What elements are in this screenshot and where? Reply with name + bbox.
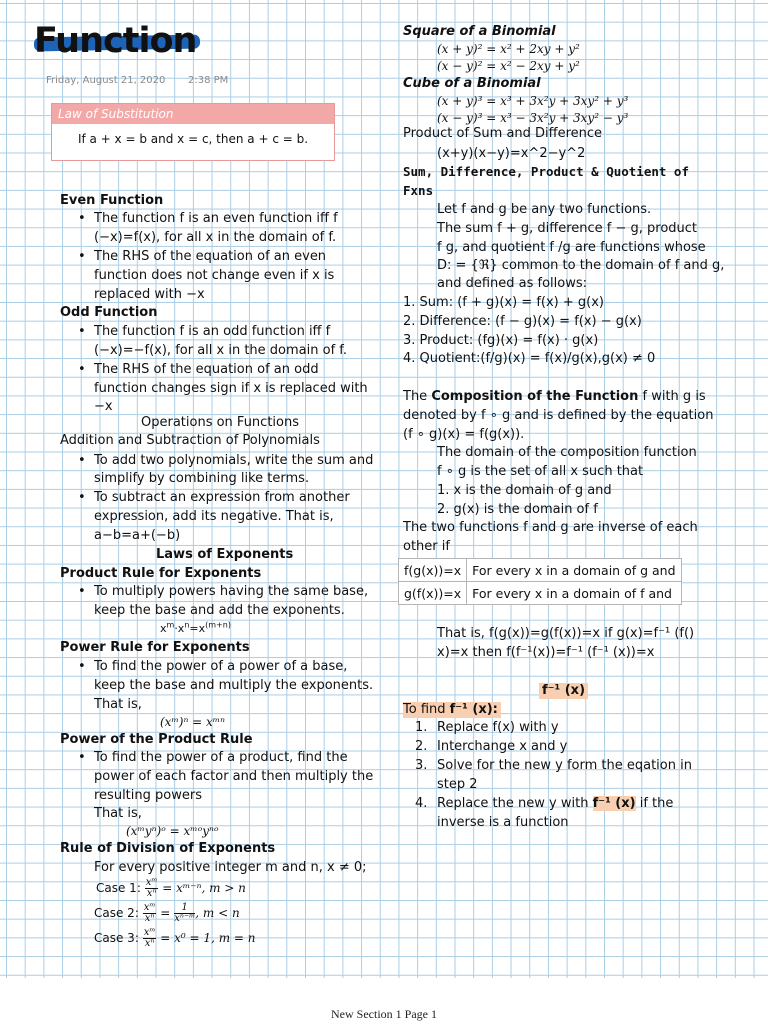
comp-l4: The domain of the composition function	[437, 445, 697, 460]
product-rule-title: Product Rule for Exponents	[60, 566, 262, 581]
op-sum: 1. Sum: (f + g)(x) = f(x) + g(x)	[403, 295, 604, 310]
psd-eq: (x+y)(x−y)=x^2−y^2	[437, 146, 586, 161]
bullet: •	[78, 249, 86, 264]
even-function-title: Even Function	[60, 193, 164, 208]
note-date: Friday, August 21, 2020	[46, 75, 166, 86]
laws-title: Laws of Exponents	[156, 547, 294, 562]
product-l1: To multiply powers having the same base,	[94, 584, 369, 599]
bullet: •	[78, 362, 86, 377]
case-2-label: Case 2:	[94, 906, 139, 920]
pop-l3: resulting powers	[94, 788, 202, 803]
pop-l4: That is,	[94, 806, 142, 821]
thatis-l1: That is, f(g(x))=g(f(x))=x if g(x)=f⁻¹ (f()	[437, 626, 695, 641]
comp-l3: (f ∘ g)(x) = f(g(x)).	[403, 427, 525, 442]
add-b2-l3: a−b=a+(−b)	[94, 528, 181, 543]
cube-eq-1: (x + y)³ = x³ + 3x²y + 3xy² + y³	[437, 94, 629, 108]
to-find-line: To find f⁻¹ (x):	[403, 702, 501, 718]
substitution-body: If a + x = b and x = c, then a + c = b.	[77, 132, 309, 146]
case-3: Case 3: $\frac{\text{xᵐ}}{\text{xⁿ}}$ = x⁰ = 1, m = n	[94, 927, 256, 949]
step-4-l1: Replace the new y with f⁻¹ (x) if the	[437, 796, 674, 811]
cube-binomial-title: Cube of a Binomial	[403, 76, 541, 91]
step-1: Replace f(x) with y	[437, 720, 559, 735]
even-b2-l1: The RHS of the equation of an even	[94, 249, 327, 264]
finv-heading: f⁻¹ (x)	[539, 683, 588, 699]
comp-l6: 1. x is the domain of g and	[437, 483, 612, 498]
substitution-box	[51, 103, 335, 161]
bullet: •	[78, 659, 86, 674]
note-time: 2:38 PM	[188, 75, 229, 86]
case-3-fraction: $\frac{\text{xᵐ}}{\text{xⁿ}}$	[143, 927, 156, 949]
comp-l7: 2. g(x) is the domain of f	[437, 502, 598, 517]
inverse-table	[398, 558, 682, 605]
step-3-number: 3.	[415, 758, 428, 773]
power-l3: That is,	[94, 697, 142, 712]
step-2-number: 2.	[415, 739, 428, 754]
bullet: •	[78, 490, 86, 505]
div-l1: For every positive integer m and n, x ≠ 0;	[94, 860, 367, 875]
even-b2-l2: function does not change even if x is	[94, 268, 335, 283]
table-row	[399, 582, 682, 605]
odd-function-title: Odd Function	[60, 305, 158, 320]
op-quotient: 4. Quotient:(f/g)(x) = f(x)/g(x),g(x) ≠ 0	[403, 351, 656, 366]
odd-b1-l1: The function f is an odd function iff f	[94, 324, 331, 339]
page-footer: New Section 1 Page 1	[331, 1007, 437, 1021]
bullet: •	[78, 211, 86, 226]
sdpq-title-l1: Sum, Difference, Product & Quotient of	[403, 164, 689, 179]
pop-equation: (xᵐyⁿ)ᵒ = xᵐᵒyⁿᵒ	[126, 824, 219, 838]
comp-l5: f ∘ g is the set of all x such that	[437, 464, 644, 479]
case-2-result-fraction: $\frac{1}{\text{xⁿ⁻ᵐ}}$	[174, 902, 196, 924]
square-eq-2: (x − y)² = x² − 2xy + y²	[437, 59, 580, 73]
bullet: •	[78, 324, 86, 339]
step-3-l2: step 2	[437, 777, 478, 792]
comp-l1: The Composition of the Function f with g is	[403, 389, 706, 404]
psd-title: Product of Sum and Difference	[403, 126, 603, 141]
product-equation: $x^m\cdot x^n=x^{(m+n)}$	[160, 620, 231, 635]
even-b1-l1: The function f is an even function iff f	[94, 211, 338, 226]
step-3-l1: Solve for the new y form the eqation in	[437, 758, 692, 773]
bullet: •	[78, 453, 86, 468]
power-l1: To find the power of a power of a base,	[94, 659, 348, 674]
power-product-title: Power of the Product Rule	[60, 732, 253, 747]
op-product: 3. Product: (fg)(x) = f(x) · g(x)	[403, 333, 599, 348]
square-eq-1: (x + y)² = x² + 2xy + y²	[437, 42, 580, 56]
case-2-fraction: $\frac{\text{xᵐ}}{\text{xⁿ}}$	[143, 902, 156, 924]
odd-b2-l2: function changes sign if x is replaced with	[94, 381, 368, 396]
case-1-fraction: $\frac{\text{xᵐ}}{\text{xⁿ}}$	[145, 877, 158, 899]
op-difference: 2. Difference: (f − g)(x) = f(x) − g(x)	[403, 314, 642, 329]
operations-title: Operations on Functions	[141, 415, 299, 430]
cube-eq-2: (x − y)³ = x³ − 3x²y + 3xy² − y³	[437, 111, 629, 125]
step-4-number: 4.	[415, 796, 428, 811]
thatis-l2: x)=x then f(f⁻¹(x))=f⁻¹ (f⁻¹ (x))=x	[437, 645, 655, 660]
add-b1-l2: simplify by combining like terms.	[94, 471, 310, 486]
table-cell: g(f(x))=x	[399, 582, 467, 605]
sdpq-title-l2: Fxns	[403, 183, 434, 198]
inverse-l1: The two functions f and g are inverse of each	[403, 520, 698, 535]
sdpq-l5: and defined as follows:	[437, 276, 588, 291]
case-3-label: Case 3:	[94, 931, 139, 945]
pop-l1: To find the power of a product, find the	[94, 750, 348, 765]
step-2: Interchange x and y	[437, 739, 568, 754]
page-title: Function	[34, 21, 197, 61]
inverse-l2: other if	[403, 539, 450, 554]
case-1: Case 1: $\frac{\text{xᵐ}}{\text{xⁿ}}$ = xᵐ⁻ⁿ, m > n	[96, 877, 246, 899]
add-b2-l2: expression, add its negative. That is,	[94, 509, 334, 524]
pop-l2: power of each factor and then multiply the	[94, 769, 374, 784]
case-1-label: Case 1:	[96, 881, 141, 895]
sdpq-l2: The sum f + g, difference f − g, product	[437, 221, 698, 236]
division-rule-title: Rule of Division of Exponents	[60, 841, 276, 856]
odd-b2-l1: The RHS of the equation of an odd	[94, 362, 319, 377]
odd-b2-l3: −x	[94, 399, 113, 414]
substitution-heading: Law of Substitution	[52, 104, 334, 124]
table-cell: For every x in a domain of g and	[467, 559, 681, 582]
table-row	[399, 559, 682, 582]
sdpq-l1: Let f and g be any two functions.	[437, 202, 652, 217]
even-b2-l3: replaced with −x	[94, 287, 205, 302]
table-cell: For every x in a domain of f and	[467, 582, 681, 605]
bullet: •	[78, 584, 86, 599]
title-block	[34, 20, 196, 62]
square-binomial-title: Square of a Binomial	[403, 24, 556, 39]
sdpq-l3: f g, and quotient f /g are functions whose	[437, 240, 706, 255]
power-rule-title: Power Rule for Exponents	[60, 640, 250, 655]
power-equation: (xᵐ)ⁿ = xᵐⁿ	[160, 715, 226, 729]
comp-l2: denoted by f ∘ g and is defined by the equation	[403, 408, 714, 423]
bullet: •	[78, 750, 86, 765]
add-b1-l1: To add two polynomials, write the sum and	[94, 453, 374, 468]
odd-b1-l2: (−x)=−f(x), for all x in the domain of f.	[94, 343, 348, 358]
step-4-l2: inverse is a function	[437, 815, 569, 830]
add-b2-l1: To subtract an expression from another	[94, 490, 350, 505]
case-2: Case 2: $\frac{\text{xᵐ}}{\text{xⁿ}}$ = $\frac{1}{\text{xⁿ⁻ᵐ}}$ , m < n	[94, 902, 240, 924]
step-1-number: 1.	[415, 720, 428, 735]
power-l2: keep the base and multiply the exponents.	[94, 678, 374, 693]
addsub-title: Addition and Subtraction of Polynomials	[60, 433, 320, 448]
product-l2: keep the base and add the exponents.	[94, 603, 345, 618]
table-cell: f(g(x))=x	[399, 559, 467, 582]
even-b1-l2: (−x)=f(x), for all x in the domain of f.	[94, 230, 337, 245]
sdpq-l4: D: = {ℜ} common to the domain of f and g,	[437, 258, 725, 273]
